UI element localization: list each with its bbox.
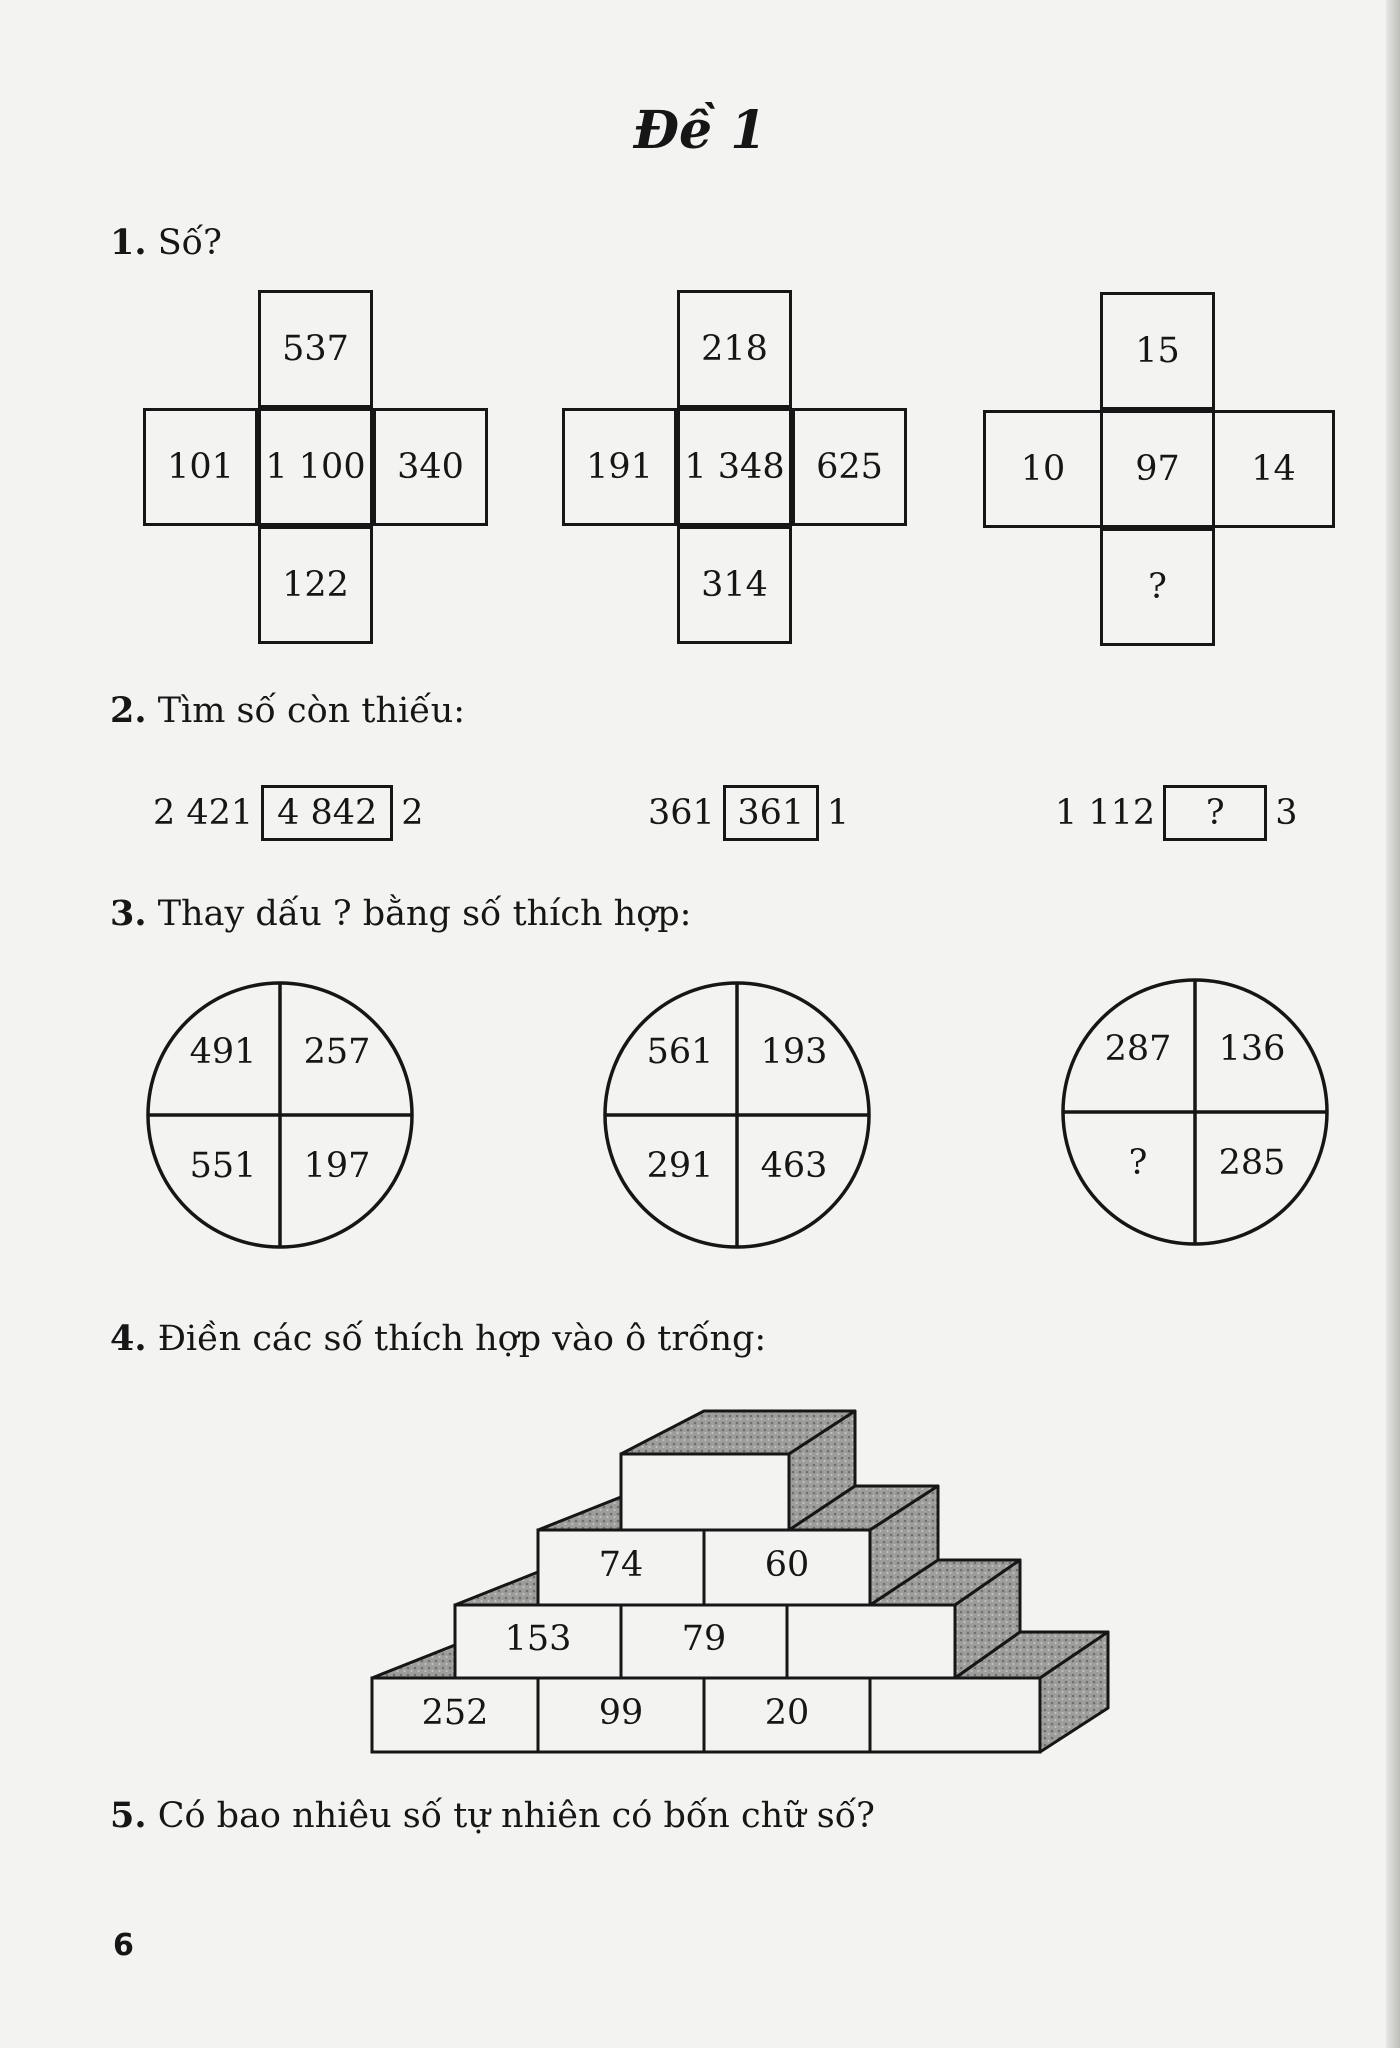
cross-cell-bottom: 314 (677, 526, 792, 644)
brick-top-shade (455, 1572, 538, 1605)
circle-bottom-right: 285 (1218, 1143, 1286, 1183)
pyramid-brick (870, 1678, 1040, 1752)
sequence-right-number: 1 (826, 793, 850, 833)
brick-value: 60 (764, 1545, 810, 1585)
sequence-box: 4 842 (261, 785, 393, 841)
cross-cell-right: 14 (1212, 410, 1335, 528)
brick-value: 74 (598, 1545, 644, 1585)
cross-cell-left: 10 (983, 410, 1103, 528)
sequence-left-number: 1 112 (1055, 793, 1156, 833)
question-3-text: Thay dấu ? bằng số thích hợp: (157, 894, 692, 934)
sequence-left-number: 361 (648, 793, 715, 833)
circle-top-right: 257 (303, 1032, 371, 1072)
cross-cell-left: 101 (143, 408, 258, 526)
question-5-text: Có bao nhiêu số tự nhiên có bốn chữ số? (157, 1796, 875, 1836)
cross-cell-top: 537 (258, 290, 373, 408)
cross-cell-center: 1 100 (258, 408, 373, 526)
question-3-number: 3. (110, 893, 147, 934)
circle-top-left: 561 (646, 1032, 714, 1072)
cross-cell-top: 15 (1100, 292, 1215, 410)
sequence-box: ? (1163, 785, 1267, 841)
question-2-text: Tìm số còn thiếu: (157, 691, 466, 731)
circle-bottom-left: 551 (189, 1146, 257, 1186)
pyramid-brick (787, 1605, 955, 1678)
cross-cell-center: 97 (1100, 410, 1215, 528)
circle-top-right: 193 (760, 1032, 828, 1072)
cross-cell-left: 191 (562, 408, 677, 526)
cross-cell-bottom: ? (1100, 528, 1215, 646)
question-5 (110, 1795, 875, 1836)
question-1-number: 1. (110, 222, 147, 263)
cross-cell-bottom: 122 (258, 526, 373, 644)
question-4-number: 4. (110, 1318, 147, 1359)
question-5-number: 5. (110, 1795, 147, 1836)
cross-cell-center: 1 348 (677, 408, 792, 526)
question-1-text: Số? (157, 223, 222, 263)
circle-bottom-left: ? (1128, 1143, 1148, 1183)
circle-top-left: 287 (1104, 1029, 1172, 1069)
brick-value: 153 (504, 1619, 572, 1659)
circle-bottom-right: 197 (303, 1146, 371, 1186)
page-title: Đề 1 (633, 100, 767, 161)
circle-top-left: 491 (189, 1032, 257, 1072)
sequence-box: 361 (723, 785, 819, 841)
brick-value: 79 (681, 1619, 727, 1659)
cross-cell-top: 218 (677, 290, 792, 408)
brick-top-shade (538, 1497, 621, 1530)
sequence-right-number: 3 (1275, 793, 1298, 833)
circle-top-right: 136 (1218, 1029, 1286, 1069)
sequence-left-number: 2 421 (153, 793, 254, 833)
cross-cell-right: 340 (373, 408, 488, 526)
cross-cell-right: 625 (792, 408, 907, 526)
question-4-text: Điền các số thích hợp vào ô trống: (157, 1319, 767, 1359)
page-number: 6 (113, 1928, 134, 1963)
circle-bottom-left: 291 (646, 1146, 714, 1186)
brick-value: 99 (598, 1693, 644, 1733)
brick-value: 20 (764, 1693, 810, 1733)
page-edge-shadow (1386, 0, 1400, 2048)
brick-top-shade (372, 1645, 455, 1678)
sequence-right-number: 2 (401, 793, 424, 833)
pyramid-brick (621, 1454, 789, 1530)
brick-value: 252 (421, 1693, 489, 1733)
circle-bottom-right: 463 (760, 1146, 828, 1186)
question-2-number: 2. (110, 690, 147, 731)
